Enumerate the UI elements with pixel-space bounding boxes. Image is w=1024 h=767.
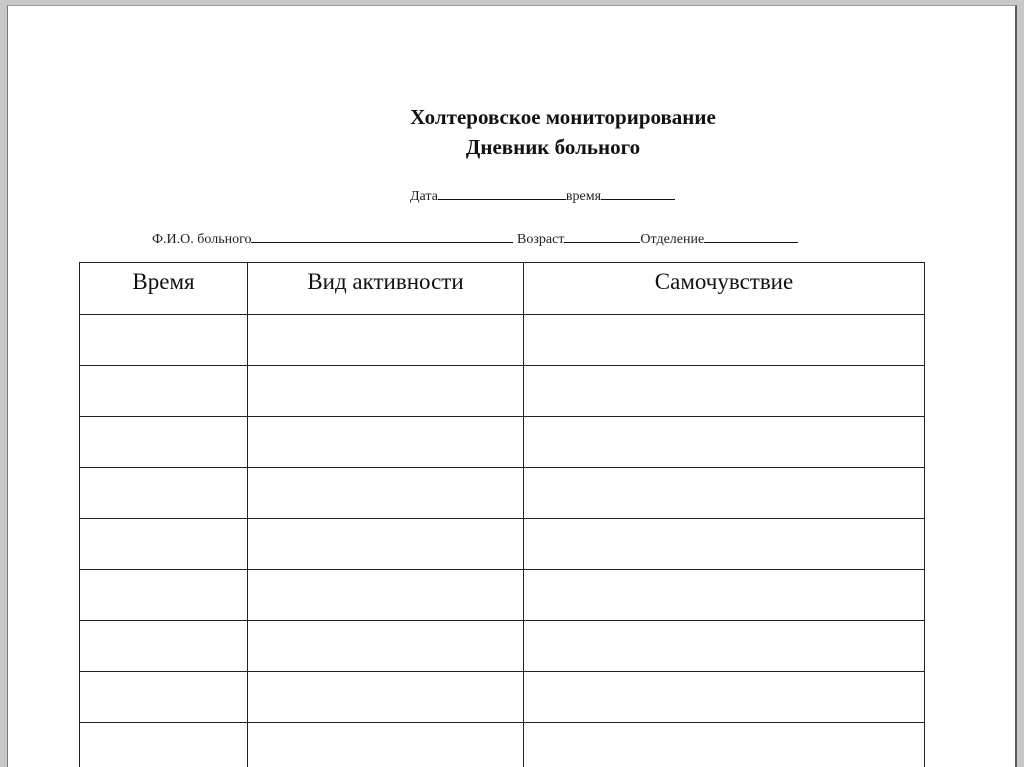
cell-time (80, 570, 248, 621)
column-header-activity: Вид активности (248, 263, 524, 315)
cell-time (80, 672, 248, 723)
table-row (80, 570, 925, 621)
cell-wellbeing (524, 723, 925, 767)
age-label: Возраст (516, 232, 565, 247)
table-row (80, 723, 925, 767)
table-row (80, 672, 925, 723)
column-header-wellbeing: Самочувствие (524, 263, 925, 315)
cell-activity (248, 417, 524, 468)
cell-wellbeing (524, 315, 925, 366)
date-label: Дата (410, 189, 438, 204)
table-header-row (80, 263, 925, 315)
cell-time (80, 519, 248, 570)
table-row (80, 315, 925, 366)
cell-wellbeing (524, 468, 925, 519)
cell-activity (248, 519, 524, 570)
column-header-time: Время (80, 263, 248, 315)
title-line-1: Холтеровское мониторирование (410, 105, 716, 129)
cell-wellbeing (524, 519, 925, 570)
cell-time (80, 621, 248, 672)
cell-activity (248, 621, 524, 672)
time-blank (601, 184, 675, 200)
cell-time (80, 366, 248, 417)
cell-activity (248, 672, 524, 723)
department-label: Отделение (640, 232, 705, 247)
cell-time (80, 315, 248, 366)
title-line-2: Дневник больного (465, 135, 641, 159)
cell-wellbeing (524, 570, 925, 621)
cell-time (80, 417, 248, 468)
cell-activity (248, 570, 524, 621)
date-time-line (410, 184, 675, 205)
patient-name-label: Ф.И.О. больного (152, 232, 252, 247)
table-row (80, 366, 925, 417)
age-blank (564, 227, 640, 243)
cell-time (80, 723, 248, 767)
cell-wellbeing (524, 621, 925, 672)
cell-time (80, 468, 248, 519)
diary-table (79, 262, 925, 767)
table-row (80, 417, 925, 468)
table-row (80, 468, 925, 519)
document-title (8, 102, 1017, 162)
patient-info-line (152, 227, 798, 248)
cell-wellbeing (524, 672, 925, 723)
cell-activity (248, 366, 524, 417)
time-label: время (565, 189, 602, 204)
date-blank (438, 184, 566, 200)
patient-name-blank (251, 227, 513, 243)
table-body (80, 315, 925, 767)
cell-activity (248, 468, 524, 519)
cell-activity (248, 723, 524, 767)
cell-activity (248, 315, 524, 366)
cell-wellbeing (524, 366, 925, 417)
document-page (7, 5, 1017, 767)
department-blank (704, 227, 798, 243)
table-row (80, 519, 925, 570)
table-row (80, 621, 925, 672)
cell-wellbeing (524, 417, 925, 468)
